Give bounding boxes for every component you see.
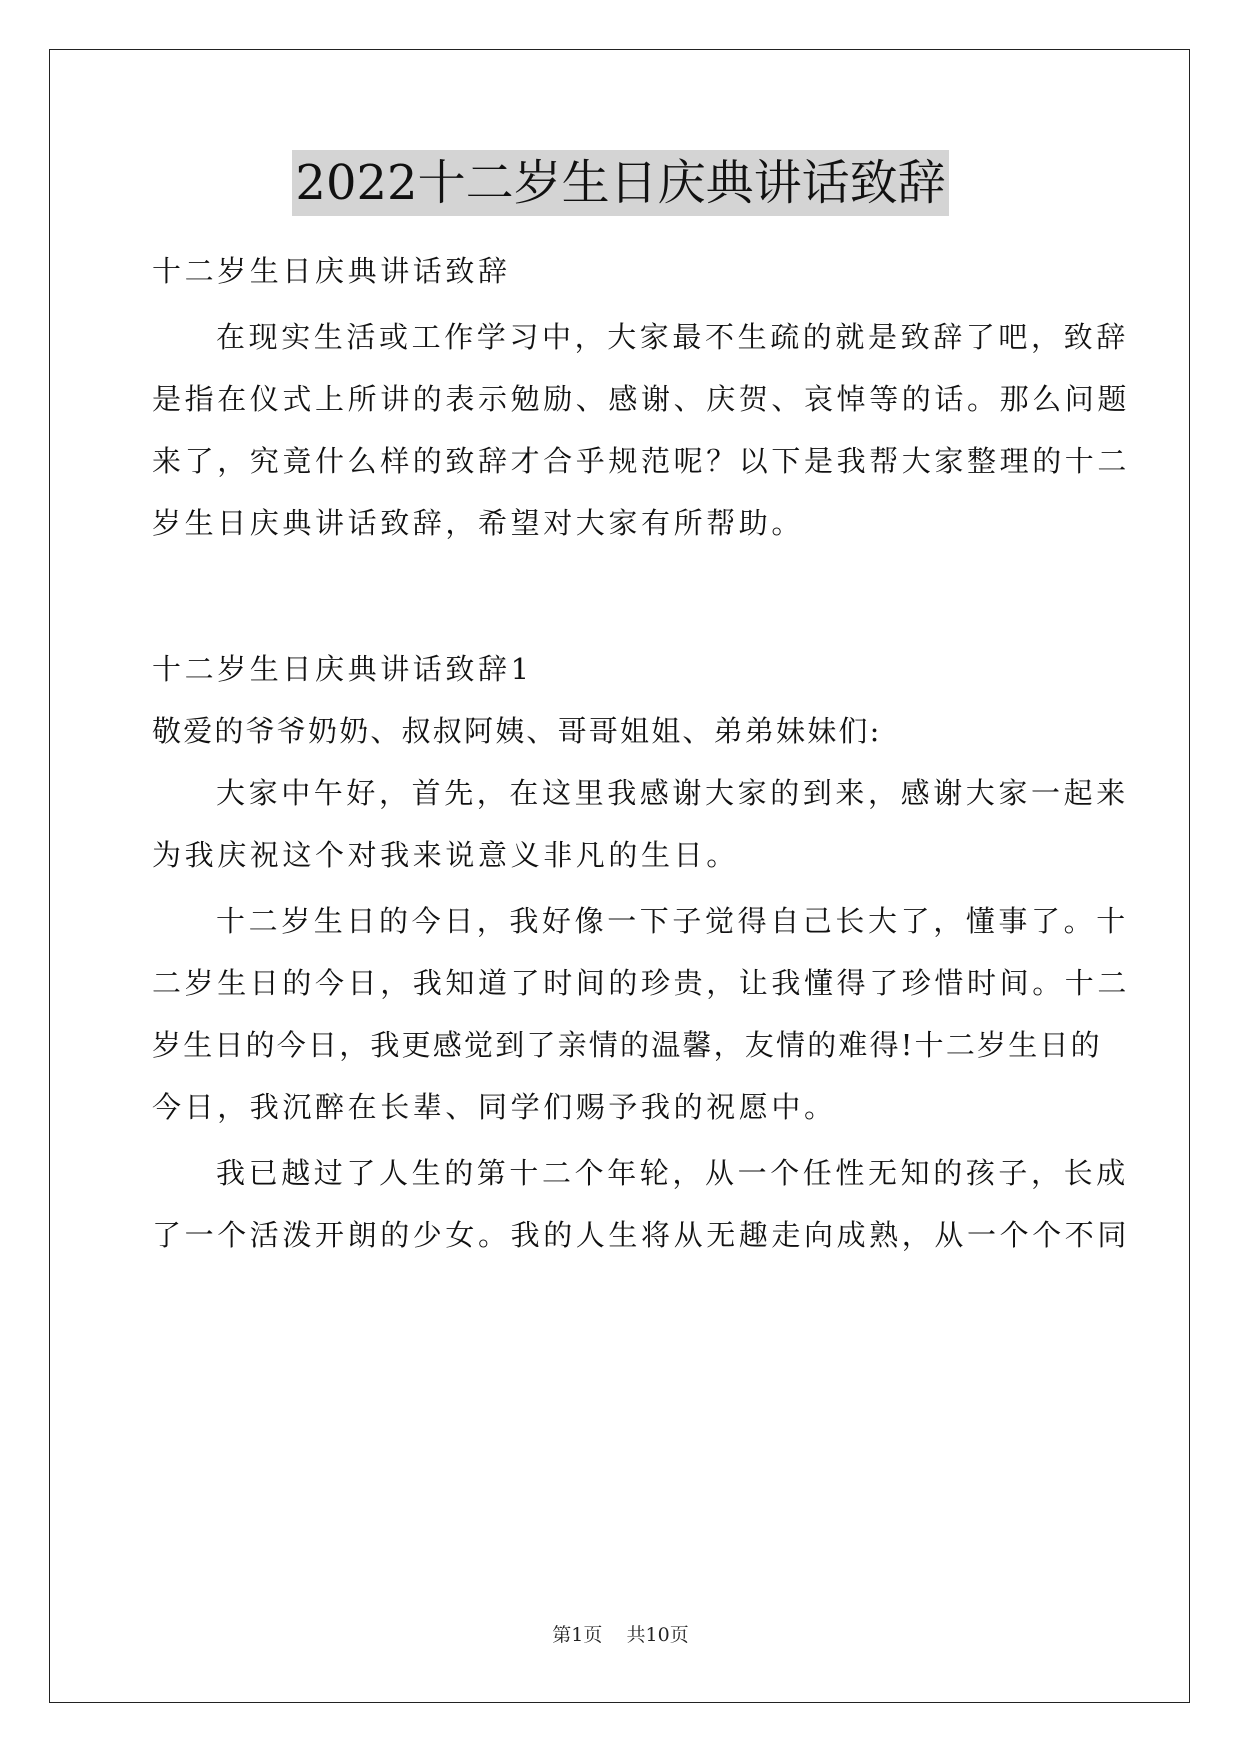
- paragraph-line: 我已越过了人生的第十二个年轮，从一个任性无知的孩子，长成: [216, 1156, 1129, 1190]
- paragraph-line: 大家中午好，首先，在这里我感谢大家的到来，感谢大家一起来: [216, 776, 1129, 810]
- salutation: 敬爱的爷爷奶奶、叔叔阿姨、哥哥姐姐、弟弟妹妹们:: [152, 714, 882, 748]
- section-heading: 十二岁生日庆典讲话致辞1: [152, 652, 533, 686]
- intro-line: 来了，究竟什么样的致辞才合乎规范呢？以下是我帮大家整理的十二: [152, 444, 1131, 478]
- title-container: [0, 150, 1241, 216]
- paragraph-line: 十二岁生日的今日，我好像一下子觉得自己长大了，懂事了。十: [216, 904, 1129, 938]
- total-suffix: 页: [669, 1624, 689, 1646]
- intro-line: 岁生日庆典讲话致辞，希望对大家有所帮助。: [152, 506, 805, 540]
- page-footer: [0, 1623, 1241, 1647]
- page-number: 1: [571, 1624, 584, 1646]
- paragraph-line: 二岁生日的今日，我知道了时间的珍贵，让我懂得了珍惜时间。十二: [152, 966, 1131, 1000]
- document-body: [152, 240, 1131, 1266]
- page-suffix: 页: [583, 1624, 603, 1646]
- total-prefix: 共: [626, 1624, 646, 1646]
- intro-line: 是指在仪式上所讲的表示勉励、感谢、庆贺、哀悼等的话。那么问题: [152, 382, 1131, 416]
- document-title: 2022十二岁生日庆典讲话致辞: [292, 150, 948, 216]
- paragraph-line: 为我庆祝这个对我来说意义非凡的生日。: [152, 838, 739, 872]
- paragraph-line: 岁生日的今日，我更感觉到了亲情的温馨，友情的难得!十二岁生日的: [152, 1028, 1102, 1062]
- paragraph-line: 了一个活泼开朗的少女。我的人生将从无趣走向成熟，从一个个不同: [152, 1218, 1131, 1252]
- total-pages: 10: [645, 1624, 670, 1646]
- document-heading: 十二岁生日庆典讲话致辞: [152, 254, 511, 288]
- page-prefix: 第: [552, 1624, 572, 1646]
- intro-line: 在现实生活或工作学习中，大家最不生疏的就是致辞了吧，致辞: [216, 320, 1129, 354]
- paragraph-line: 今日，我沉醉在长辈、同学们赐予我的祝愿中。: [152, 1090, 837, 1124]
